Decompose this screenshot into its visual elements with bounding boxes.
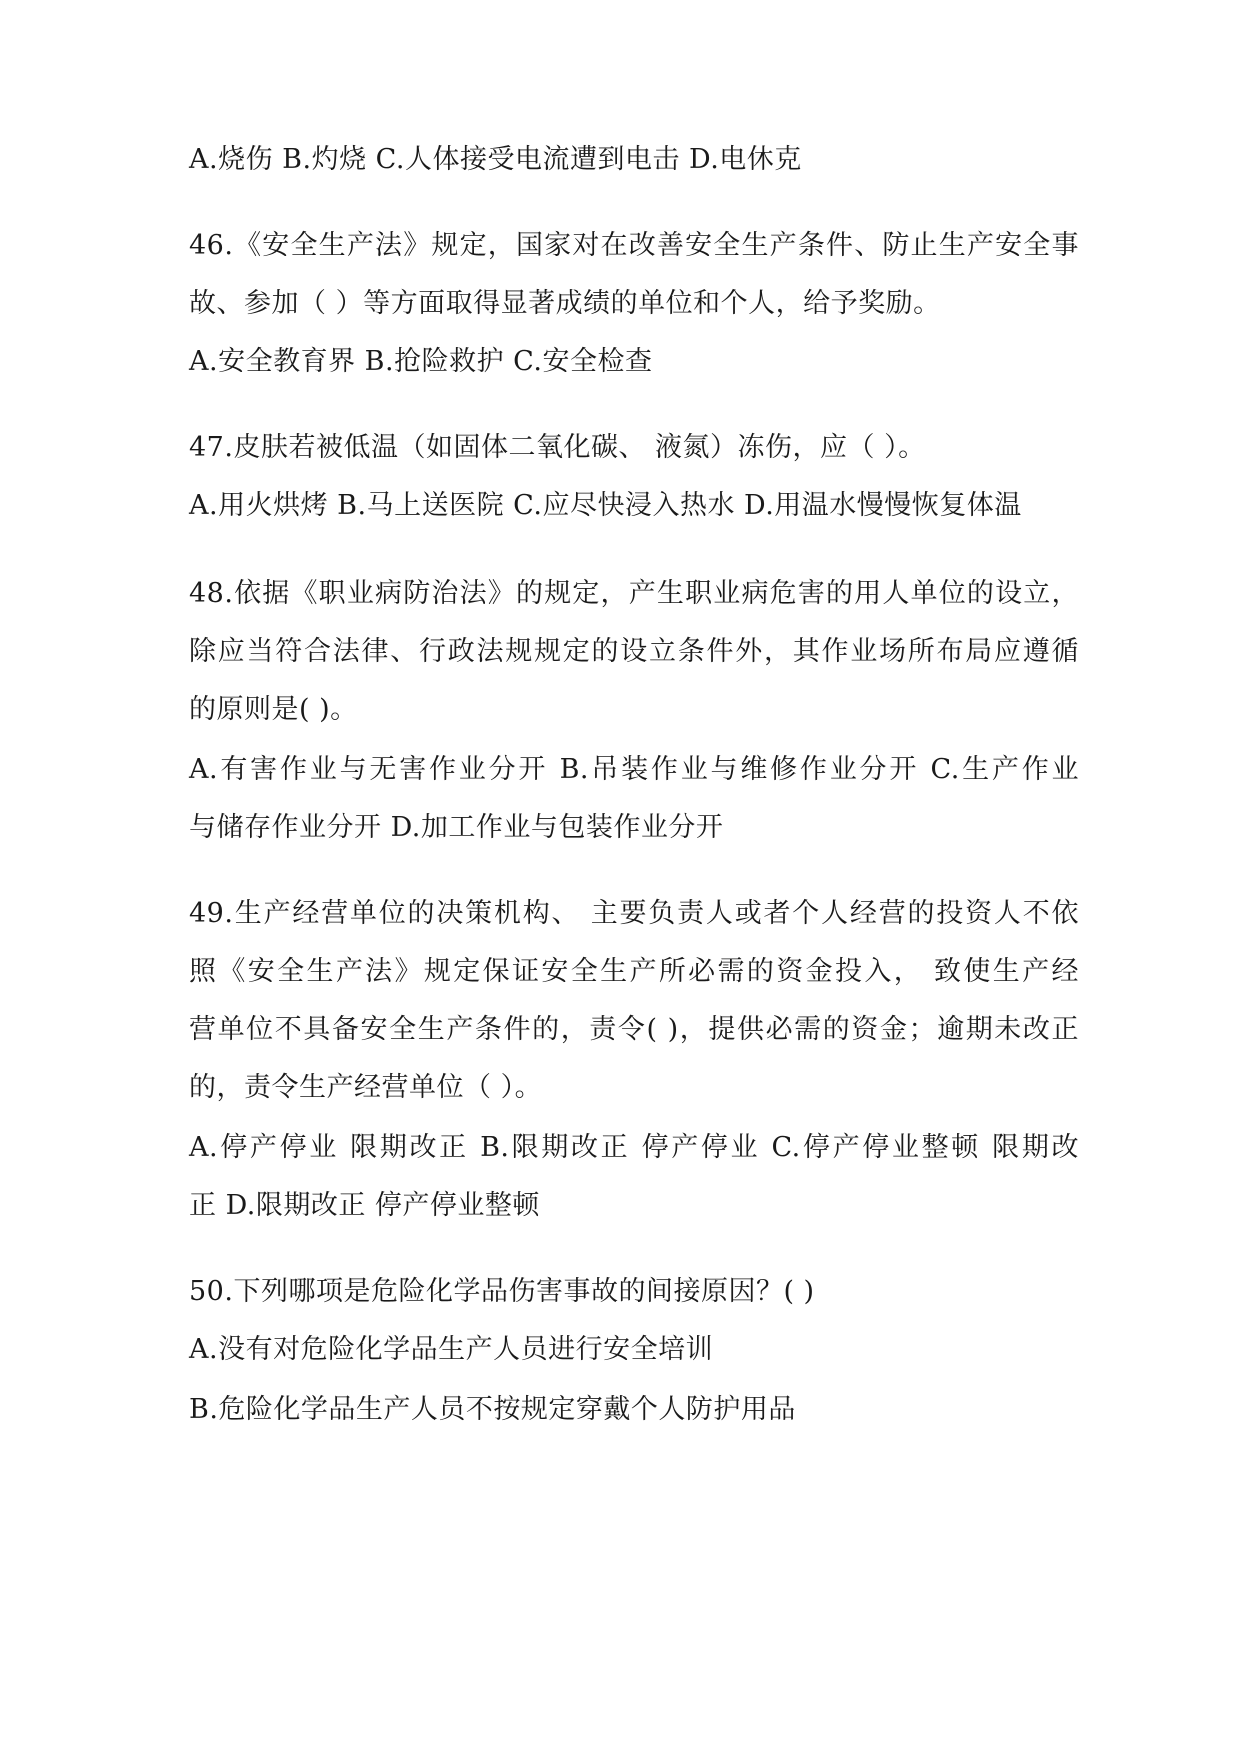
q47-options: A.用火烘烤 B.马上送医院 C.应尽快浸入热水 D.用温水慢慢恢复体温 xyxy=(189,490,1022,521)
q48-stem-line-1: 48.依据《职业病防治法》的规定，产生职业病危害的用人单位的设立， xyxy=(189,578,1079,609)
q49-stem-line-3: 营单位不具备安全生产条件的，责令( )，提供必需的资金；逾期未改正 xyxy=(189,1014,1079,1045)
q48-stem-line-2: 除应当符合法律、行政法规规定的设立条件外，其作业场所布局应遵循 xyxy=(189,636,1079,667)
q49-options-line-1: A.停产停业 限期改正 B.限期改正 停产停业 C.停产停业整顿 限期改 xyxy=(189,1132,1079,1163)
q47-stem: 47.皮肤若被低温（如固体二氧化碳、 液氮）冻伤，应（ ）。 xyxy=(189,432,926,463)
q48-stem-line-3: 的原则是( )。 xyxy=(189,694,358,725)
q46-options: A.安全教育界 B.抢险救护 C.安全检查 xyxy=(189,346,653,377)
q49-stem-line-2: 照《安全生产法》规定保证安全生产所必需的资金投入， 致使生产经 xyxy=(189,956,1079,987)
q49-stem-line-4: 的，责令生产经营单位（ ）。 xyxy=(189,1072,543,1103)
q50-option-b: B.危险化学品生产人员不按规定穿戴个人防护用品 xyxy=(189,1394,796,1425)
q50-stem: 50.下列哪项是危险化学品伤害事故的间接原因？( ) xyxy=(189,1276,815,1307)
q50-option-a: A.没有对危险化学品生产人员进行安全培训 xyxy=(189,1334,714,1365)
q48-options-line-1: A.有害作业与无害作业分开 B.吊装作业与维修作业分开 C.生产作业 xyxy=(189,754,1079,785)
q46-stem-line-2: 故、参加（ ）等方面取得显著成绩的单位和个人，给予奖励。 xyxy=(189,288,941,319)
q45-options: A.烧伤 B.灼烧 C.人体接受电流遭到电击 D.电休克 xyxy=(189,144,802,175)
q46-stem-line-1: 46.《安全生产法》规定，国家对在改善安全生产条件、防止生产安全事 xyxy=(189,230,1079,261)
q49-stem-line-1: 49.生产经营单位的决策机构、 主要负责人或者个人经营的投资人不依 xyxy=(189,898,1079,929)
q49-options-line-2: 正 D.限期改正 停产停业整顿 xyxy=(189,1190,540,1221)
q48-options-line-2: 与储存作业分开 D.加工作业与包装作业分开 xyxy=(189,812,724,843)
